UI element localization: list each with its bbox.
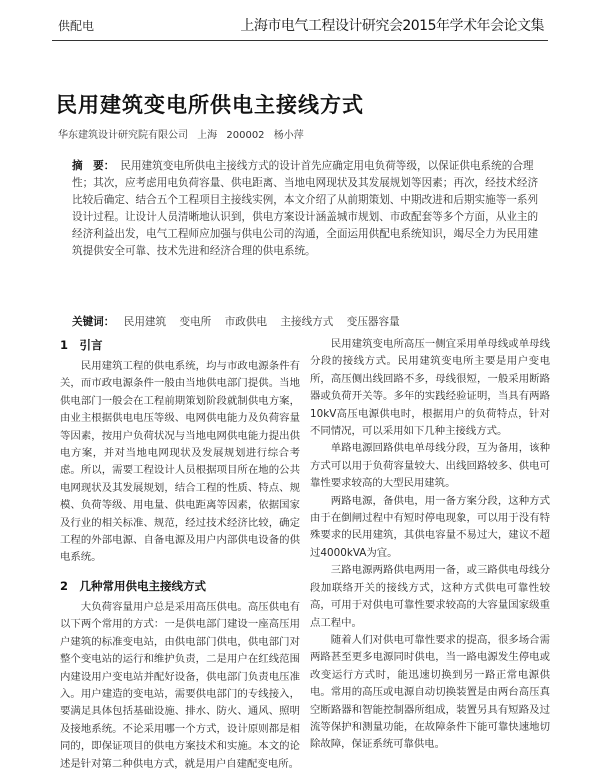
city: 上海 (197, 130, 218, 141)
keywords-label: 关键词： (72, 316, 115, 328)
keyword-item: 变压器容量 (346, 316, 400, 328)
paragraph: 民用建筑变电所高压一侧宜采用单母线或单母线分段的接线方式。民用建筑变电所主要是用户变电所，高压侧出线回路不多，母线很短，一般采用断路器或负荷开关等。多年的实践经验证明，当具有两路10kV高压电源供电时，根据用户的负荷特点，针对不同情况，可以采用如下几种主接线方式。 (310, 338, 550, 438)
paragraph: 民用建筑工程的供电系统，均与市政电源条件有关，而市政电源条件一般由当地供电部门提供。当地供电部门一般会在工程前期策划阶段就制供电方案，由业主根据供电电压等级、电网供电能力及负荷容量等因素，按用户负荷状况与当地电网供电能力提出供电方案，并对当地电网现状及发展规划进行综合考虑。所以，需要工程设计人员根据项目所在地的公共电网现状及其发展规划，结合工程的性质、特点、规模、负荷等级、用电量、供电距离等因素，依据国家及行业的相关标准、规范，经过技术经济比较，确定工程的外部电源、自备电源及用户内部供电设备的供电系统。 (60, 360, 300, 564)
section-heading-introduction: 1 引言 (60, 338, 103, 352)
paragraph: 随着人们对供电可靠性要求的提高，很多场合需两路甚至更多电源同时供电，当一路电源发生停电或改变运行方式时，能迅速切换到另一路正常电源供电。常用的高压或电源自动切换装置是由两台高压真空断路器和智能控制器所组成，装置另具有短路及过流等保护和测量功能，在故障条件下能可靠快速地切除故障，保证系统可靠供电。 (310, 633, 550, 751)
header-section-label: 供配电 (58, 19, 95, 33)
paragraph: 大负荷容量用户总是采用高压供电。高压供电有以下两个常用的方式：一是供电部门建设一座高压用户建筑的标准变电站，由供电部门供电，供电部门对整个变电站的运行和维护负责，二是用户在红线范围内建设用户变电站并配好设备，供电部门负责电压准入。用户建造的变电站，需要供电部门的专线接入，要满足具体包括基础设施、排水、防火、通风、照明及接地系统。不论采用哪一个方式，设计原则都是相同的，即保证项目的供电方案技术和实施。本文的论述是针对第二种供电方式，就是用户自建配变电所。 (60, 600, 300, 770)
author-line (58, 126, 558, 141)
right-column (310, 336, 550, 754)
keyword-item: 主接线方式 (280, 316, 334, 328)
keyword-item: 市政供电 (224, 316, 268, 328)
paper-title: 民用建筑变电所供电主接线方式 (56, 93, 364, 117)
postcode: 200002 (226, 130, 265, 141)
keywords (72, 314, 544, 329)
paragraph: 两路电源，备供电，用一备方案分段，这种方式由于在倒闸过程中有短时停电现象，可以用于没有特殊要求的民用建筑，其供电容量不易过大，建议不超过4000kVA为宜。 (310, 494, 550, 559)
abstract-label: 摘 要： (72, 160, 115, 172)
abstract-text: 民用建筑变电所供电主接线方式的设计首先应确定用电负荷等级，以保证供电系统的合理性；其次，应考虑用电负荷容量、供电距离、当地电网现状及其发展规划等因素；再次，经技术经济比较后确定、结合五个工程项目主接线实例，本文介绍了从前期策划、中期改进和后期实施等一系列设计过程。让设计人员清晰地认识到，供电方案设计涵盖城市规划、市政配套等多个方面，从业主的经济利益出发，电气工程师应加强与供电公司的沟通，全面运用供配电系统知识，竭尽全力为民用建筑提供安全可靠、技术先进和经济合理的供电系统。 (72, 160, 539, 257)
header-rule (52, 40, 548, 41)
section-heading-wiring-modes: 2 几种常用供电主接线方式 (60, 578, 207, 593)
paragraph: 单路电源回路供电单母线分段，互为备用，该种方式可以用于负荷容量较大、出线回路较多、供电可靠性要求较高的大型民用建筑。 (310, 442, 550, 490)
left-column (60, 336, 300, 773)
page-header (0, 0, 600, 40)
keyword-item: 民用建筑 (123, 316, 167, 328)
author-name: 杨小萍 (273, 130, 304, 141)
paragraph: 三路电源两路供电两用一备，或三路供电母线分段加联络开关的接线方式，这种方式供电可靠性较高，可用于对供电可靠性要求较高的大容量国家级重点工程中。 (310, 564, 550, 629)
abstract (72, 158, 544, 260)
header-proceedings-title: 上海市电气工程设计研究会2015年学术年会论文集 (240, 18, 544, 34)
keyword-item: 变电所 (179, 316, 212, 328)
affiliation: 华东建筑设计研究院有限公司 (58, 130, 188, 141)
